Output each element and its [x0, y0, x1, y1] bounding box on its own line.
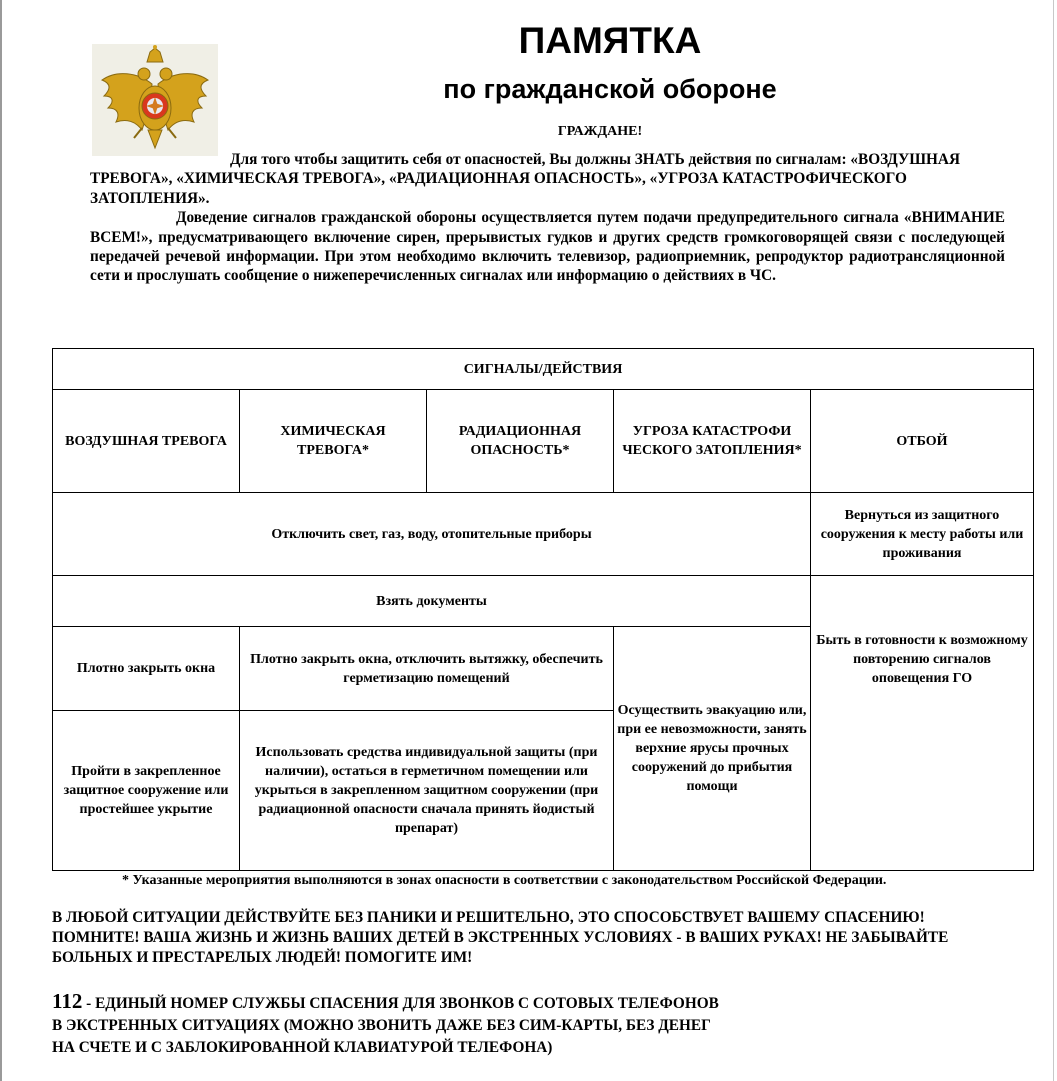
warning-no-panic: В ЛЮБОЙ СИТУАЦИИ ДЕЙСТВУЙТЕ БЕЗ ПАНИКИ И РЕШИТЕЛЬНО, ЭТО СПОСОБСТВУЕТ ВАШЕМУ СПАСЕНИЮ! — [52, 909, 925, 926]
action-return-from-shelter: Вернуться из защитного сооружения к месту работы или проживания — [811, 493, 1034, 576]
page-edge-right — [1053, 0, 1054, 1081]
footnote-text: * Указанные мероприятия выполняются в зонах опасности в соответствии с законодательством Российской Федерации. — [122, 873, 887, 888]
emergency-number-block — [52, 990, 1012, 1059]
warning-remember: ПОМНИТЕ! ВАША ЖИЗНЬ И ЖИЗНЬ ВАШИХ ДЕТЕЙ В ЭКСТРЕННЫХ УСЛОВИЯХ - В ВАШИХ РУКАХ! НЕ ЗАБЫВАЙТЕ БОЛЬНЫХ И ПРЕСТАРЕЛЫХ ЛЮДЕЙ! ПОМОГИТЕ ИМ! — [52, 929, 949, 966]
intro-paragraph-signals: Для того чтобы защитить себя от опасностей, Вы должны ЗНАТЬ действия по сигналам: «ВОЗДУШНАЯ ТРЕВОГА», «ХИМИЧЕСКАЯ ТРЕВОГА», «РАДИАЦИОННАЯ ОПАСНОСТЬ», «УГРОЗА КАТАСТРОФИЧЕСКОГО ЗАТОПЛЕНИЯ». — [90, 151, 960, 207]
action-evacuate: Осуществить эвакуацию или, при ее невозможности, занять верхние ярусы прочных сооружений до прибытия помощи — [614, 627, 811, 871]
page-edge-left — [0, 0, 2, 1081]
warnings — [52, 908, 1012, 968]
column-all-clear: ОТБОЙ — [811, 390, 1034, 493]
action-be-ready: Быть в готовности к возможному повторению сигналов оповещения ГО — [811, 576, 1034, 871]
column-chemical-alarm: ХИМИЧЕСКАЯ ТРЕВОГА* — [240, 390, 427, 493]
document-title: ПАМЯТКА — [518, 20, 702, 61]
action-turn-off-utilities: Отключить свет, газ, воду, отопительные приборы — [53, 493, 811, 576]
action-go-to-shelter: Пройти в закрепленное защитное сооружение или простейшее укрытие — [53, 711, 240, 871]
emergency-number-text: - ЕДИНЫЙ НОМЕР СЛУЖБЫ СПАСЕНИЯ ДЛЯ ЗВОНКОВ С СОТОВЫХ ТЕЛЕФОНОВ — [82, 995, 719, 1012]
column-air-raid: ВОЗДУШНАЯ ТРЕВОГА — [53, 390, 240, 493]
signals-actions-table — [52, 348, 1034, 871]
mchs-emblem-icon — [92, 44, 218, 156]
emergency-line-2: В ЭКСТРЕННЫХ СИТУАЦИЯХ (МОЖНО ЗВОНИТЬ ДАЖЕ БЕЗ СИМ-КАРТЫ, БЕЗ ДЕНЕГ — [52, 1017, 711, 1034]
emergency-number: 112 — [52, 989, 83, 1013]
footnote — [44, 872, 1044, 889]
action-close-windows-seal: Плотно закрыть окна, отключить вытяжку, обеспечить герметизацию помещений — [240, 627, 614, 711]
emergency-line-3: НА СЧЕТЕ И С ЗАБЛОКИРОВАННОЙ КЛАВИАТУРОЙ ТЕЛЕФОНА) — [52, 1039, 553, 1056]
intro-paragraph-notification: Доведение сигналов гражданской обороны осуществляется путем подачи предупредительного сигнала «ВНИМАНИЕ ВСЕМ!», предусматривающего включение сирен, прерывистых гудков и других средств громкоговорящей связи с последующей передачей речевой информации. При этом необходимо включить телевизор, радиоприемник, репродуктор радиотрансляционной сети и прослушать сообщение о нижеперечисленных сигналах или информацию о действиях в ЧС. — [90, 209, 1005, 285]
document-subtitle: по гражданской обороне — [443, 74, 777, 104]
table-header: СИГНАЛЫ/ДЕЙСТВИЯ — [53, 349, 1034, 390]
action-close-windows: Плотно закрыть окна — [53, 627, 240, 711]
action-take-documents: Взять документы — [53, 576, 811, 627]
column-radiation-danger: РАДИАЦИОННАЯ ОПАСНОСТЬ* — [427, 390, 614, 493]
column-flood-threat: УГРОЗА КАТАСТРОФИ ЧЕСКОГО ЗАТОПЛЕНИЯ* — [614, 390, 811, 493]
greeting: ГРАЖДАНЕ! — [557, 124, 643, 139]
intro-text — [90, 150, 1005, 286]
action-use-protection: Использовать средства индивидуальной защиты (при наличии), остаться в герметичном помещении или укрыться в закрепленном защитном сооружении (при радиационной опасности сначала принять йодистый препарат) — [240, 711, 614, 871]
